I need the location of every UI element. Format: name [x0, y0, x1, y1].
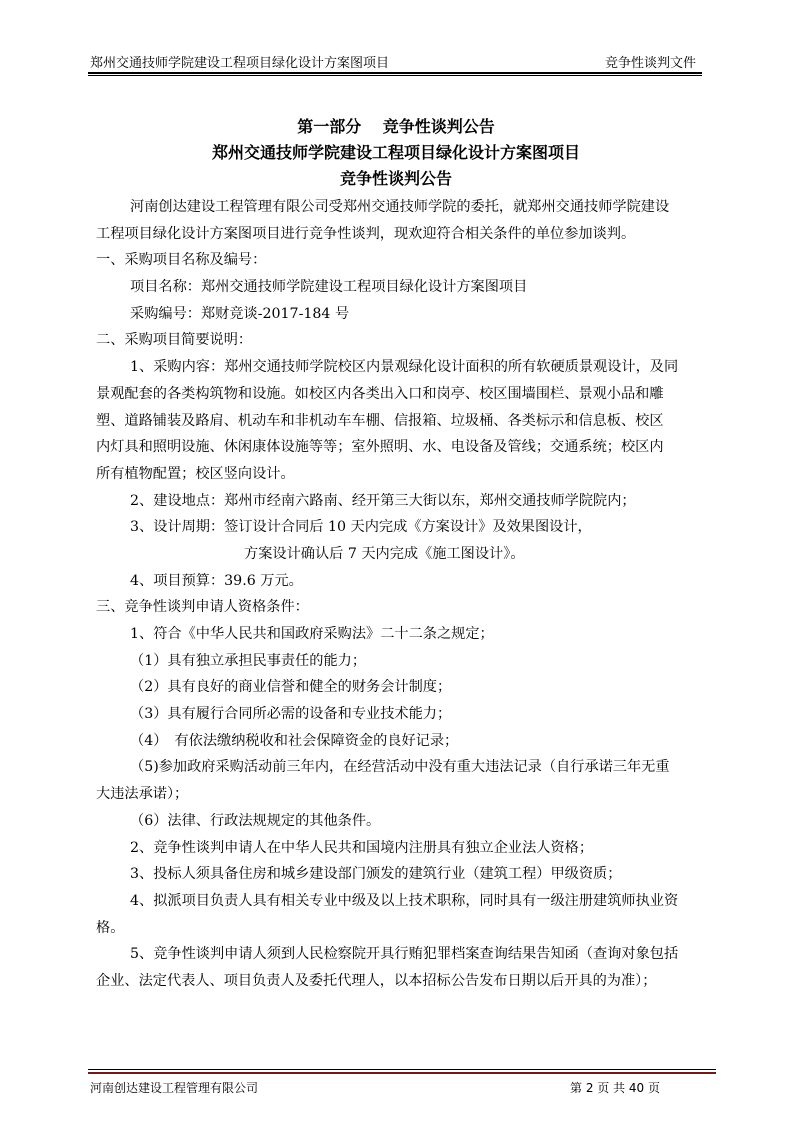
project-name: 项目名称：郑州交通技师学院建设工程项目绿化设计方案图项目 — [130, 279, 528, 296]
content-paragraph-line: 塑、道路铺装及路肩、机动车和非机动车车棚、信报箱、垃圾桶、各类标示和信息板、校区 — [96, 412, 664, 429]
project-code: 采购编号：郑财竞谈-2017-184 号 — [130, 305, 350, 322]
footer-rule-thin — [88, 1069, 716, 1070]
page-footer — [90, 1079, 710, 1097]
qualification-subitem: （3）具有履行合同所必需的设备和专业技术能力； — [130, 706, 452, 723]
header-rule-thin — [88, 75, 702, 76]
construction-location: 2、建设地点：郑州市经南六路南、经开第三大街以东，郑州交通技师学院院内； — [130, 492, 636, 509]
qualification-item-continued: 企业、法定代表人、项目负责人及委托代理人，以本招标公告发布日期以后开具的为准）； — [96, 972, 657, 989]
qualification-item: 5、竞争性谈判申请人须到人民检察院开具行贿犯罪档案查询结果告知函（查询对象包括 — [130, 946, 679, 963]
qualification-item: 1、符合《中华人民共和国政府采购法》二十二条之规定； — [130, 626, 494, 642]
qualification-subitem-continued: 大违法承诺）； — [96, 786, 189, 803]
content-paragraph-line: 景观配套的各类构筑物和设施。如校区内各类出入口和岗亭、校区围墙围栏、景观小品和雕 — [96, 385, 664, 402]
qualification-item: 4、拟派项目负责人具有相关专业中级及以上技术职称，同时具有一级注册建筑师执业资 — [130, 892, 679, 909]
project-title: 郑州交通技师学院建设工程项目绿化设计方案图项目 — [211, 143, 580, 162]
section-heading: 三、竞争性谈判申请人资格条件： — [96, 599, 309, 616]
qualification-subitem: （5)参加政府采购活动前三年内，在经营活动中没有重大违法记录（自行承诺三年无重 — [130, 759, 670, 776]
qualification-item: 2、竞争性谈判申请人在中华人民共和国境内注册具有独立企业法人资格； — [130, 839, 594, 856]
qualification-subitem: （2）具有良好的商业信誉和健全的财务会计制度； — [130, 679, 452, 696]
content-paragraph-line: 所有植物配置；校区竖向设计。 — [96, 465, 295, 482]
qualification-subitem: （6）法律、行政法规规定的其他条件。 — [130, 812, 381, 829]
footer-rule — [88, 1072, 716, 1074]
page-number: 第 2 页 共 40 页 — [570, 1081, 660, 1095]
intro-paragraph-line: 工程项目绿化设计方案图项目进行竞争性谈判，现欢迎符合相关条件的单位参加谈判。 — [96, 225, 636, 242]
content-paragraph-line: 1、采购内容：郑州交通技师学院校区内景观绿化设计面积的所有软硬质景观设计，及同 — [130, 359, 679, 376]
project-budget: 4、项目预算：39.6 万元。 — [130, 572, 303, 589]
part-title: 第一部分 竞争性谈判公告 — [297, 117, 495, 136]
header-document-type: 竞争性谈判文件 — [604, 56, 696, 71]
header-rule — [88, 72, 702, 74]
notice-title: 竞争性谈判公告 — [339, 169, 452, 188]
qualification-subitem: （4） 有依法缴纳税收和社会保障资金的良好记录； — [130, 732, 459, 749]
content-paragraph-line: 内灯具和照明设施、休闲康体设施等等；室外照明、水、电设备及管线；交通系统；校区内 — [96, 439, 664, 456]
design-period: 3、设计周期：签订设计合同后 10 天内完成《方案设计》及效果图设计， — [130, 519, 592, 536]
title-block — [90, 114, 702, 192]
design-period-continued: 方案设计确认后 7 天内完成《施工图设计》。 — [244, 545, 525, 562]
footer-company: 河南创达建设工程管理有限公司 — [90, 1081, 259, 1095]
qualification-subitem: （1）具有独立承担民事责任的能力； — [130, 652, 367, 669]
qualification-item: 3、投标人须具备住房和城乡建设部门颁发的建筑行业（建筑工程）甲级资质； — [130, 866, 622, 883]
section-heading: 一、采购项目名称及编号： — [96, 252, 267, 269]
section-heading: 二、采购项目简要说明： — [96, 332, 253, 349]
header-document-title: 郑州交通技师学院建设工程项目绿化设计方案图项目 — [90, 56, 390, 71]
qualification-item-continued: 格。 — [96, 919, 125, 936]
page-header — [90, 52, 702, 72]
intro-paragraph-line: 河南创达建设工程管理有限公司受郑州交通技师学院的委托，就郑州交通技师学院建设 — [130, 199, 670, 215]
document-body — [96, 194, 736, 995]
